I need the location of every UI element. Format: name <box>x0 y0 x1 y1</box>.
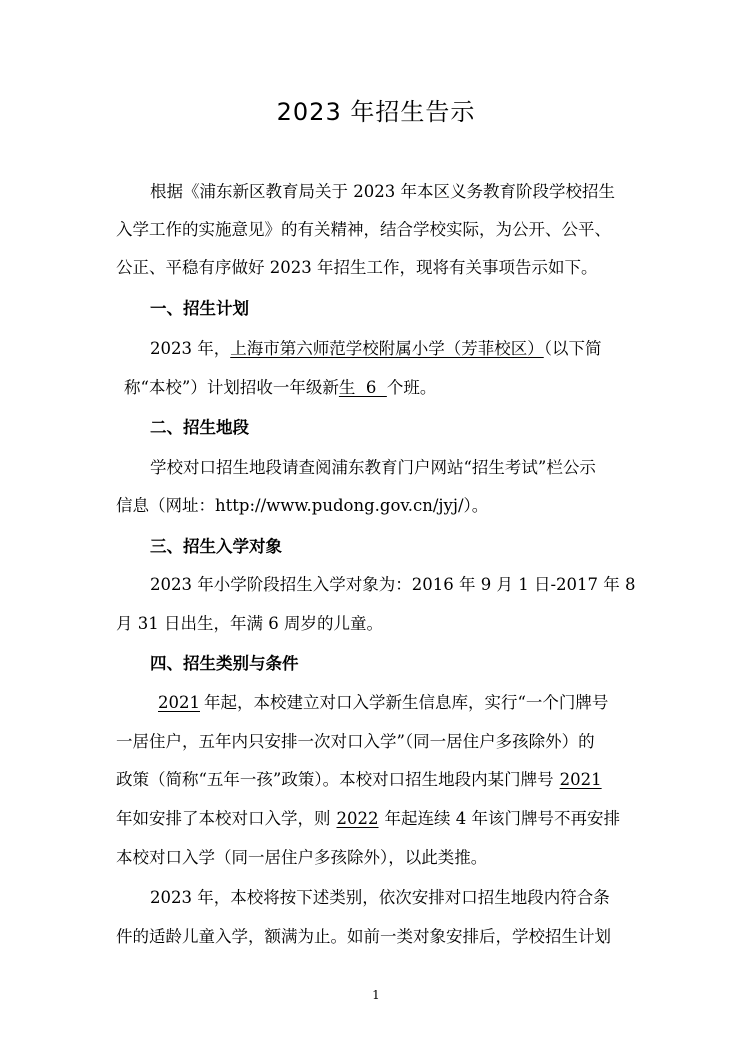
page-title: 2023 年招生告示 <box>276 98 476 126</box>
section-1-line-1-tail: （以下简 <box>543 339 602 358</box>
intro-line-3: 公正、平稳有序做好 2023 年招生工作，现将有关事项告示如下。 <box>116 258 598 277</box>
year-2021-b: 2021 <box>559 770 602 789</box>
section-4-heading: 四、招生类别与条件 <box>150 654 299 673</box>
section-2-line-2: 信息（网址：http://www.pudong.gov.cn/jyj/）。 <box>116 496 489 515</box>
section-3-line-2: 月 31 日出生，年满 6 周岁的儿童。 <box>116 614 383 633</box>
year-2021: 2021 <box>158 693 200 712</box>
section-4-p1-line-3: 政策（简称“五年一孩”政策）。本校对口招生地段内某门牌号 2021 <box>116 770 602 789</box>
intro-line-1: 根据《浦东新区教育局关于 2023 年本区义务教育阶段学校招生 <box>150 182 615 201</box>
plan-text: 称“本校”）计划招收一年级新 <box>124 378 339 397</box>
section-1-line-2 <box>124 376 436 400</box>
class-count: 生 6 <box>338 378 387 397</box>
section-4-p1-line-5: 本校对口入学（同一居住户多孩除外），以此类推。 <box>116 848 488 867</box>
section-4-p2-line-1: 2023 年，本校将按下述类别，依次安排对口招生地段内符合条 <box>150 888 610 907</box>
section-2-line-1: 学校对口招生地段请查阅浦东教育门户网站“招生考试”栏公示 <box>150 458 596 477</box>
section-4-p2-line-2: 件的适龄儿童入学，额满为止。如前一类对象安排后，学校招生计划 <box>116 927 611 946</box>
section-1-line-1 <box>150 337 602 361</box>
school-name: 上海市第六师范学校附属小学（芳菲校区） <box>230 339 544 358</box>
section-4-p1-line-2: 一居住户，五年内只安排一次对口入学”（同一居住户多孩除外）的 <box>116 732 595 751</box>
section-4-p1-line-4: 年如安排了本校对口入学，则 2022 年起连续 4 年该门牌号不再安排 <box>116 809 620 828</box>
section-3-line-1: 2023 年小学阶段招生入学对象为：2016 年 9 月 1 日-2017 年 8 <box>150 575 636 594</box>
page-number: 1 <box>372 988 380 1002</box>
section-3-heading: 三、招生入学对象 <box>150 537 282 556</box>
year-2022: 2022 <box>336 809 379 828</box>
plan-tail: 个班。 <box>386 378 437 397</box>
year-text: 2023 年， <box>150 339 231 358</box>
intro-line-2: 入学工作的实施意见》的有关精神，结合学校实际，为公开、公平、 <box>116 220 611 239</box>
section-1-heading: 一、招生计划 <box>150 299 249 318</box>
section-4-p1-line-1: 2021 年起，本校建立对口入学新生信息库，实行“一个门牌号 <box>150 691 608 715</box>
section-2-heading: 二、招生地段 <box>150 418 249 437</box>
